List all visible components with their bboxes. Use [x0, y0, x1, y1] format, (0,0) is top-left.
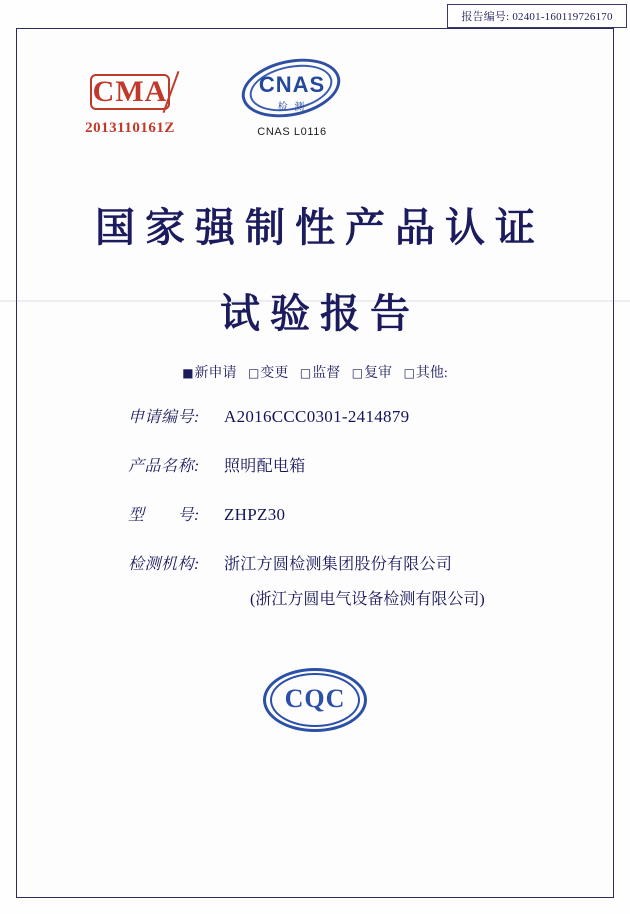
field-value: ZHPZ30	[224, 505, 286, 524]
cma-border-shape	[90, 74, 170, 110]
checkbox-box-icon: □	[248, 366, 260, 380]
cnas-logo	[222, 54, 362, 138]
field-model	[0, 502, 630, 525]
checkbox-supervision[interactable]	[300, 366, 340, 381]
checkbox-box-icon: ■	[182, 366, 194, 380]
field-value: A2016CCC0301-2414879	[224, 407, 410, 426]
report-number-text: 报告编号: 02401-160119726170	[461, 11, 613, 23]
cnas-code-text: CNAS L0116	[257, 126, 327, 138]
cma-logo-icon	[86, 72, 174, 112]
checkbox-review[interactable]	[352, 366, 392, 381]
field-value: 照明配电箱	[224, 458, 306, 475]
cnas-sub-text: 检 测	[277, 102, 307, 113]
report-number-box	[447, 4, 627, 28]
field-list	[0, 404, 630, 631]
checkbox-label: 新申请	[194, 366, 237, 381]
checkbox-other[interactable]	[404, 366, 448, 381]
field-test-institution	[0, 551, 630, 574]
cqc-seal	[0, 668, 630, 732]
cqc-seal-text: CQC	[284, 684, 346, 713]
field-label: 申请编号:	[128, 409, 200, 426]
checkbox-new-application[interactable]	[182, 366, 236, 381]
cma-mark-text: CMA	[92, 75, 168, 108]
checkbox-box-icon: □	[403, 366, 415, 380]
cqc-seal-icon	[263, 668, 367, 732]
cnas-mark-text: CNAS	[258, 72, 326, 97]
field-label: 产品名称:	[128, 458, 200, 475]
checkbox-label: 变更	[260, 366, 289, 381]
checkbox-label: 其他:	[415, 366, 448, 381]
checkbox-change[interactable]	[248, 366, 288, 381]
logo-row	[0, 48, 630, 158]
field-value: 浙江方圆检测集团股份有限公司	[224, 556, 453, 573]
checkbox-label: 复审	[364, 366, 393, 381]
page-subtitle: 试验报告	[220, 291, 420, 336]
field-label: 型 号:	[128, 507, 200, 524]
checkbox-box-icon: □	[351, 366, 364, 380]
checkbox-label: 监督	[312, 366, 341, 381]
checkbox-box-icon: □	[299, 366, 312, 380]
cma-logo	[82, 72, 178, 137]
page-title: 国家强制性产品认证	[95, 205, 545, 250]
field-product-name	[0, 453, 630, 476]
cnas-logo-icon	[233, 54, 351, 124]
field-label: 检测机构:	[128, 556, 200, 573]
field-application-no	[0, 404, 630, 427]
cma-code-text: 2013110161Z	[85, 120, 175, 136]
application-type-checkboxes	[0, 362, 630, 382]
field-test-institution-sub: (浙江方圆电气设备检测有限公司)	[250, 591, 485, 608]
